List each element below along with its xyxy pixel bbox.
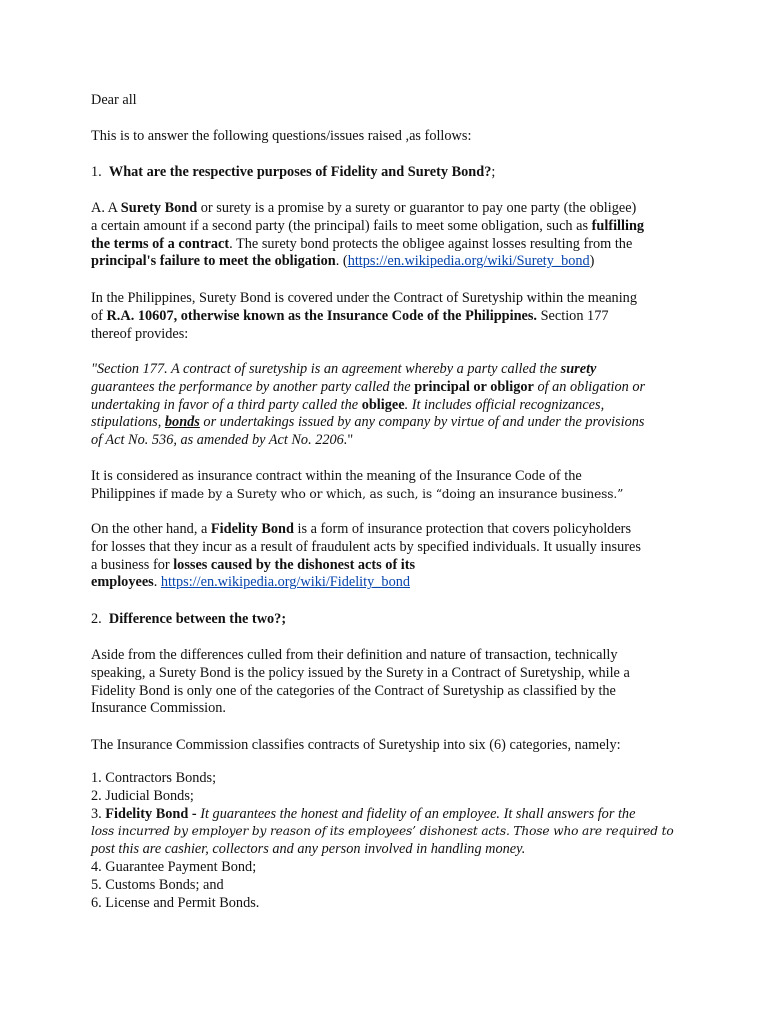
surety-bond-wiki-link[interactable]: https://en.wikipedia.org/wiki/Surety_bond: [347, 253, 590, 270]
question-2-heading: [91, 611, 691, 629]
list-item: 5. Customs Bonds; and: [91, 876, 224, 893]
question-1-heading: 1. What are the respective purposes of Fidelity and Surety Bond?;: [91, 164, 496, 180]
question-2-number: 2.: [91, 611, 102, 627]
difference-paragraph: Aside from the differences culled from their definition and nature of transaction, technically speaking, a Surety Bond is the policy issued by the Surety in a Contract of Suretyship, while a Fidelity Bond is only one of the categories of the Contract of Suretyship as classified by the Insurance Commission.: [91, 647, 630, 717]
classification-intro: The Insurance Commission classifies contracts of Suretyship into six (6) categories, namely:: [91, 737, 621, 753]
greeting-text: Dear all: [91, 92, 137, 108]
list-item: 3. Fidelity Bond - It guarantees the honest and fidelity of an employee. It shall answers for the: [91, 805, 636, 822]
list-item: 6. License and Permit Bonds.: [91, 894, 260, 911]
philippines-paragraph: In the Philippines, Surety Bond is covered under the Contract of Suretyship within the meaning of R.A. 10607, otherwise known as the Insurance Code of the Philippines. Section 177 thereof provides:: [91, 290, 637, 342]
question-2-text: Difference between the two?;: [108, 611, 287, 627]
greeting: [91, 92, 691, 110]
intro-text: This is to answer the following questions/issues raised ,as follows:: [91, 128, 472, 144]
insurance-contract-paragraph: It is considered as insurance contract within the meaning of the Insurance Code of the Philippines if made by a Surety who or which, as such, is “doing an insurance business.”: [91, 468, 624, 502]
categories-list: 1. Contractors Bonds; 2. Judicial Bonds; 3. Fidelity Bond - It guarantees the honest and fidelity of an employee. It shall answers for the loss incurred by employer by reason of its employees’ dishonest acts. Those who are required to post this are cashier, collectors and any person involved in handling money. 4. Guarantee Payment Bond; 5. Customs Bonds; and 6. License and Permit Bonds.: [91, 770, 691, 912]
question-1-number: 1.: [91, 164, 102, 180]
section-177-quote: "Section 177. A contract of suretyship is an agreement whereby a party called the surety guarantees the performance by another party called the principal or obligor of an obligation or undertaking in favor of a third party called the obligee. It includes official recognizances, stipulations, bonds or undertakings issued by any company by virtue of and under the provisions of Act No. 536, as amended by Act No. 2206.": [91, 361, 646, 449]
list-item: 4. Guarantee Payment Bond;: [91, 858, 257, 875]
intro-paragraph: [91, 128, 691, 146]
surety-bond-paragraph: A. A Surety Bond or surety is a promise by a surety or guarantor to pay one party (the obligee) a certain amount if a second party (the principal) fails to meet some obligation, such as fulfilling the terms of a contract. The surety bond protects the obligee against losses resulting from the principal's failure to meet the obligation. (https://en.wikipedia.org/wiki/Surety_bond): [91, 200, 645, 270]
fidelity-bond-wiki-link[interactable]: https://en.wikipedia.org/wiki/Fidelity_bond: [160, 574, 411, 591]
list-item: 1. Contractors Bonds;: [91, 770, 217, 786]
fidelity-bond-paragraph: On the other hand, a Fidelity Bond is a form of insurance protection that covers policyholders for losses that they incur as a result of fraudulent acts by specified individuals. It usually insures a business for losses caused by the dishonest acts of its employees. https://en.wikipedia.org/wiki/Fidelity_bond: [91, 521, 641, 591]
list-item: 2. Judicial Bonds;: [91, 787, 194, 804]
question-1-text: What are the respective purposes of Fidelity and Surety Bond?: [108, 164, 492, 180]
